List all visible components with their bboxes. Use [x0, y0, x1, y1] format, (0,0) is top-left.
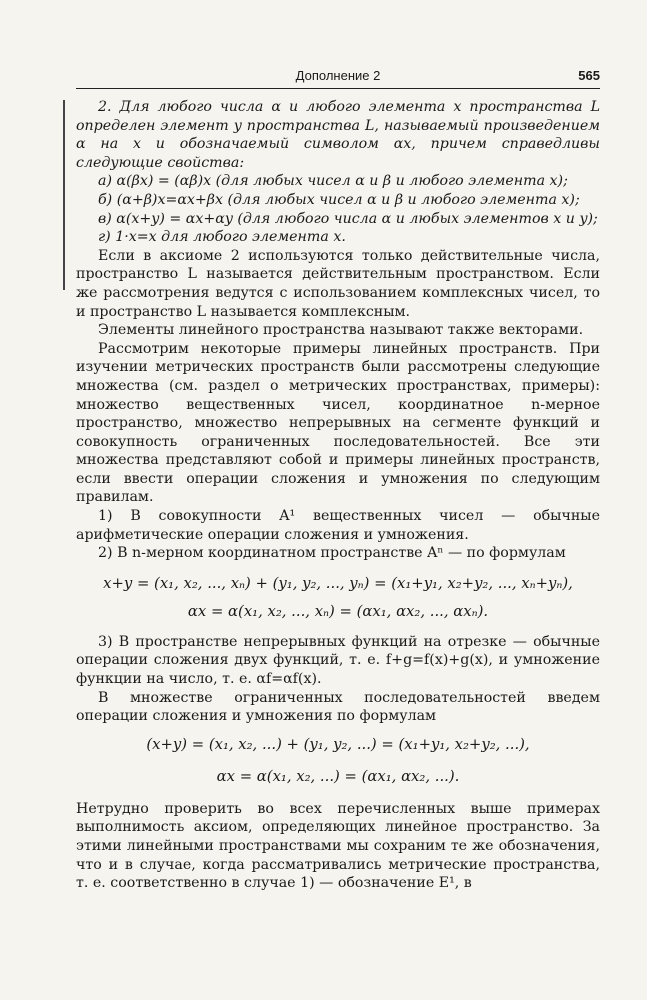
property-a: а) α(βx) = (αβ)x (для любых чисел α и β и любого элемента x); [98, 173, 568, 190]
closing-paragraph: Нетрудно проверить во всех перечисленных выше примерах выполнимость аксиом, определяющих линейное пространство. За этими линейными пространствами мы сохраним те же обозначения, что и в случае, когда рассматривались метрические пространства, т. е. соответственно в случае 1) — обозначение E¹, в [76, 800, 600, 892]
example-3: 3) В пространстве непрерывных функций на отрезке — обычные операции сложения двух функций, т. е. f+g=f(x)+g(x), и умножение функции на число, т. е. αf=αf(x). [76, 633, 600, 688]
margin-mark [63, 100, 65, 290]
page-body [76, 98, 600, 893]
formula-sum-n: x+y = (x₁, x₂, ..., xₙ) + (y₁, y₂, ..., yₙ) = (x₁+y₁, x₂+y₂, ..., xₙ+yₙ), [103, 574, 573, 592]
example-2: 2) В n-мерном координатном пространстве Aⁿ — по формулам [98, 545, 566, 562]
property-c: в) α(x+y) = αx+αy (для любого числа α и любых элементов x и y); [98, 210, 598, 227]
formula-mult-n: αx = α(x₁, x₂, ..., xₙ) = (αx₁, αx₂, ..., αxₙ). [187, 602, 489, 620]
example-1: 1) В совокупности A¹ вещественных чисел — обычные арифметические операции сложения и умножения. [76, 508, 600, 543]
page-number: 565 [578, 68, 600, 83]
formula-sum-seq: (x+y) = (x₁, x₂, ...) + (y₁, y₂, ...) = (x₁+y₁, x₂+y₂, ...), [146, 735, 530, 753]
header-title: Дополнение 2 [295, 68, 381, 83]
formula-mult-seq: αx = α(x₁, x₂, ...) = (αx₁, αx₂, ...). [216, 767, 460, 785]
vectors-paragraph: Элементы линейного пространства называют также векторами. [98, 322, 584, 339]
bounded-sequences-paragraph: В множестве ограниченных последовательностей введем операции сложения и умножения по формулам [76, 689, 600, 725]
running-header [76, 66, 600, 89]
property-d: г) 1·x=x для любого элемента x. [98, 229, 346, 246]
examples-paragraph: Рассмотрим некоторые примеры линейных пространств. При изучении метрических пространств были рассмотрены следующие множества (см. раздел о метрических пространствах, примеры): множество вещественных чисел, координатное n-мерное пространство, множество непрерывных на сегменте функций и совокупность ограниченных последовательностей. Все эти множества представляют собой и примеры линейных пространств, если ввести операции сложения и умножения по следующим правилам. [76, 340, 600, 506]
property-b: б) (α+β)x=αx+βx (для любых чисел α и β и любого элемента x); [98, 191, 580, 208]
real-complex-paragraph: Если в аксиоме 2 используются только действительные числа, пространство L называется действительным пространством. Если же рассмотрения ведутся с использованием комплексных чисел, то и пространство L называется комплексным. [76, 247, 600, 320]
axiom-2-paragraph: 2. Для любого числа α и любого элемента x пространства L определен элемент y пространства L, называемый произведением α на x и обозначаемый символом αx, причем справедливы следующие свойства: [76, 99, 600, 171]
